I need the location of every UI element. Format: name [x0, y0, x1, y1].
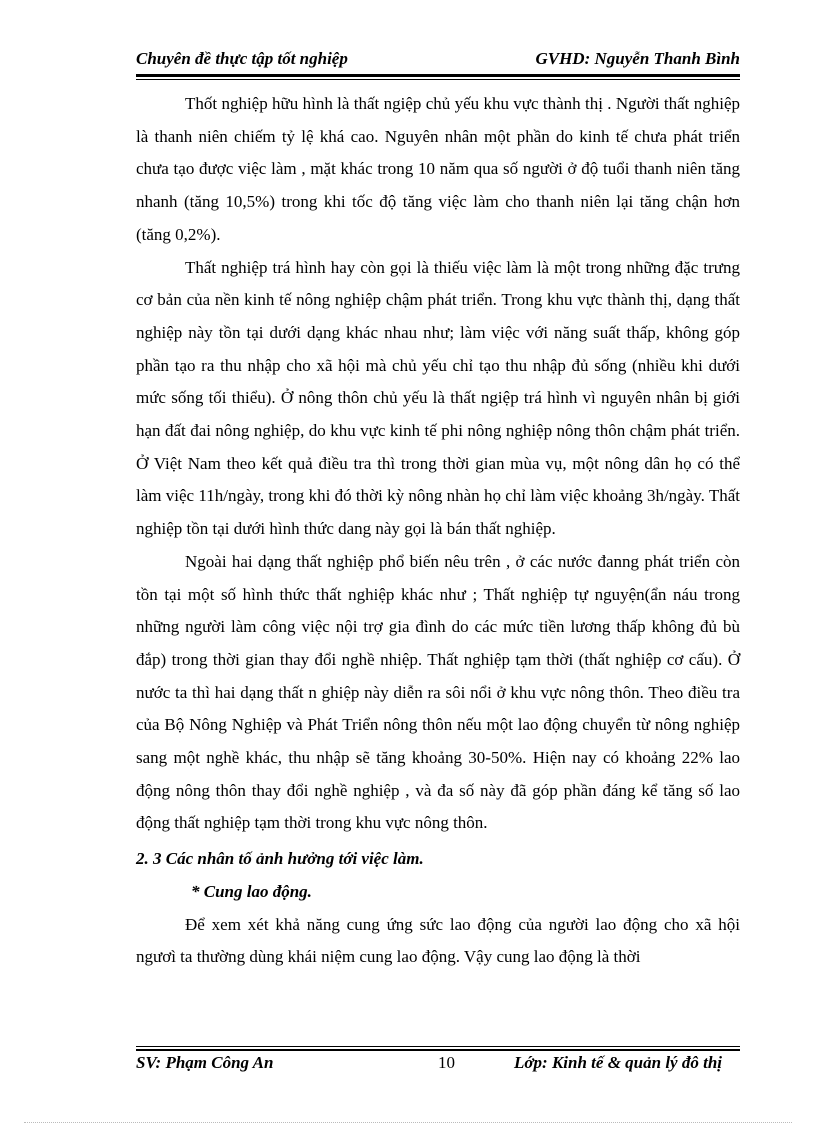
footer-rule-thin — [136, 1046, 740, 1047]
header-rule-thin — [136, 79, 740, 80]
footer-student: SV: Phạm Công An — [136, 1053, 274, 1072]
page-number: 10 — [438, 1053, 455, 1072]
body-paragraph: Ngoài hai dạng thất nghiệp phổ biến nêu trên , ở các nước đanng phát triển còn tồn tại một số hình thức thất nghiệp khác như ; Thất nghiệp tự nguyện(ẩn náu trong những người làm công việc nội trợ gia đình do các mức tiền lương thấp không đủ bù đắp) trong thời gian thay đổi nghề nhiệp. Thất nghiệp tạm thời (thất nghiệp cơ cấu). Ở nước ta thì hai dạng thất n ghiệp này diễn ra sôi nổi ở khu vực nông thôn. Theo điều tra của Bộ Nông Nghiệp và Phát Triển nông thôn nếu một lao động chuyển từ nông nghiệp sang một nghề khác, thu nhập sẽ tăng khoảng 30-50%. Hiện nay có khoảng 22% lao động nông thôn thay đổi nghề nghiệp , và đa số này đã góp phần đáng kể tăng số lao động thất nghiệp tạm thời trong khu vực nông thôn. — [136, 551, 740, 833]
body-paragraph: Để xem xét khả năng cung ứng sức lao động của người lao động cho xã hội ngươì ta thường dùng khái niệm cung lao động. Vậy cung lao động là thời — [136, 914, 740, 967]
footer-rule-thick — [136, 1049, 740, 1051]
page-body — [136, 88, 740, 974]
body-paragraph: Thất nghiệp trá hình hay còn gọi là thiếu việc làm là một trong những đặc trưng cơ bản của nền kinh tế nông nghiệp chậm phát triển. Trong khu vực thành thị, dạng thất nghiệp này tồn tại dưới dạng khác nhau như; làm việc với năng suất thấp, không góp phần tạo ra thu nhập cho xã hội mà chủ yếu chỉ tạo thu nhập đủ sống (nhiều khi dưới mức sống tối thiểu). Ở nông thôn chủ yếu là thất ngiệp trá hình vì nguyên nhân bị giới hạn đất đai nông nghiệp, do khu vực kinh tế phi nông nghiệp nông thôn chậm phát triển. Ở Việt Nam theo kết quả điều tra thì trong thời gian mùa vụ, một nông dân họ có thể làm việc 11h/ngày, trong khi đó thời kỳ nông nhàn họ chỉ làm việc khoảng 3h/ngày. Thất nghiệp tồn tại dưới hình thức dang này gọi là bán thất nghiệp. — [136, 257, 740, 539]
footer-class: Lớp: Kinh tế & quản lý đô thị — [514, 1053, 722, 1072]
page-header — [136, 49, 740, 73]
body-paragraph: Thốt nghiệp hữu hình là thất ngiệp chủ yếu khu vực thành thị . Người thất nghiệp là thanh niên chiếm tỷ lệ khá cao. Nguyên nhân một phần do kinh tế chưa phát triển chưa tạo được việc làm , mặt khác trong 10 năm qua số người ở độ tuổi thanh niên tăng nhanh (tăng 10,5%) trong khi tốc độ tăng việc làm cho thanh niên lại tăng chận hơn (tăng 0,2%). — [136, 94, 740, 244]
section-heading: 2. 3 Các nhân tố ảnh hưởng tới việc làm. — [136, 849, 424, 869]
header-rule-thick — [136, 74, 740, 77]
header-thesis-title: Chuyên đề thực tập tốt nghiệp — [136, 49, 348, 68]
header-supervisor: GVHD: Nguyễn Thanh Bình — [535, 49, 740, 68]
subsection-heading: * Cung lao động. — [191, 881, 312, 901]
page-footer — [136, 1053, 740, 1077]
